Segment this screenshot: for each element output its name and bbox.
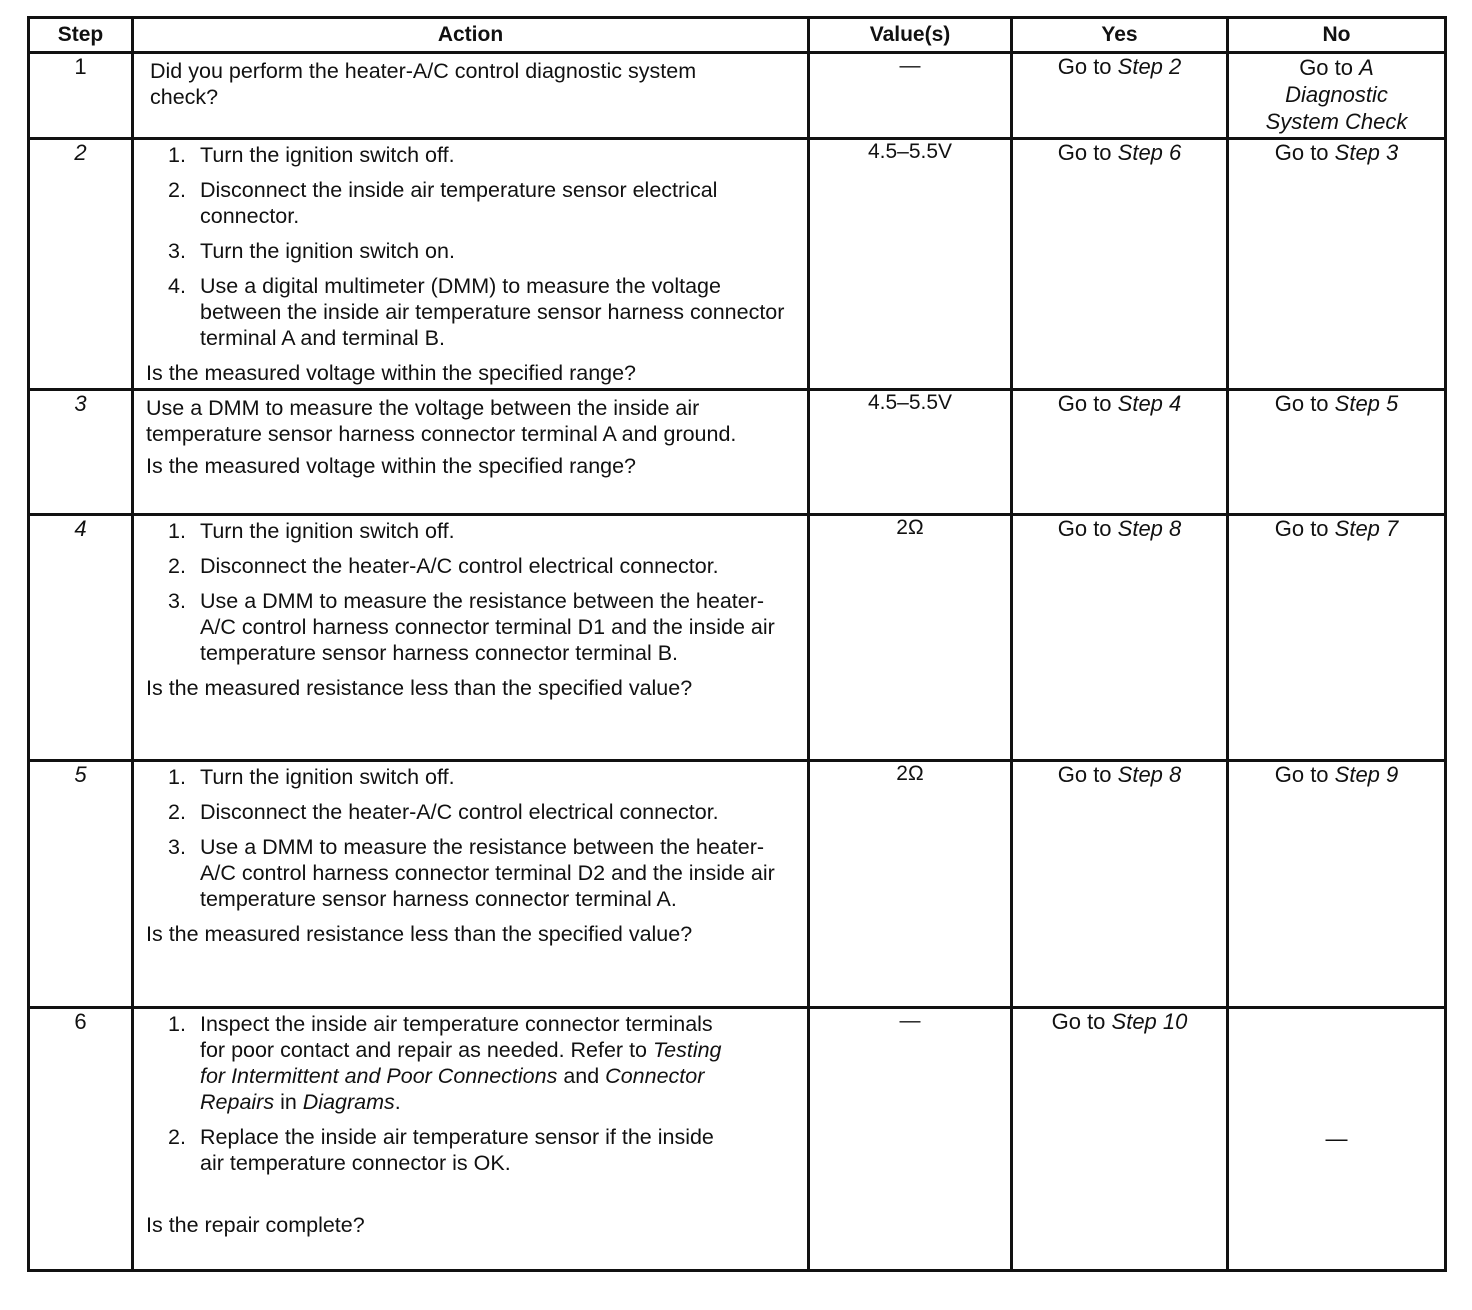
action-question: Is the repair complete? xyxy=(146,1213,365,1237)
list-item: 3. Use a DMM to measure the resistance between the heater-A/C control harness connector terminal D2 and the inside air temperature sensor harness connector terminal A. xyxy=(168,835,775,911)
no-step-link[interactable]: Step 9 xyxy=(1334,762,1399,787)
value-cell: 2Ω xyxy=(809,515,1012,761)
action-cell xyxy=(133,139,809,390)
step-number: 1 xyxy=(29,53,133,139)
action-question: Is the measured voltage within the specified range? xyxy=(146,454,637,478)
no-cell: Go to Step 5 xyxy=(1228,390,1446,515)
list-item: 2. Replace the inside air temperature sensor if the inside air temperature connector is OK. xyxy=(168,1125,714,1175)
action-steps xyxy=(146,764,797,912)
action-cell xyxy=(133,53,809,139)
yes-step-link[interactable]: Step 2 xyxy=(1117,54,1182,79)
list-item: 1. Turn the ignition switch off. xyxy=(168,143,455,167)
no-cell: Go to Step 9 xyxy=(1228,761,1446,1008)
step-number: 2 xyxy=(29,139,133,390)
value-cell: 4.5–5.5V xyxy=(809,139,1012,390)
step-number: 4 xyxy=(29,515,133,761)
table-row xyxy=(29,515,1446,761)
no-prefix: Go to xyxy=(1299,55,1360,80)
value-cell: — xyxy=(809,53,1012,139)
action-cell xyxy=(133,390,809,515)
table-row xyxy=(29,761,1446,1008)
action-cell xyxy=(133,1008,809,1271)
header-action: Action xyxy=(133,18,809,53)
list-item: 1. Turn the ignition switch off. xyxy=(168,765,455,789)
yes-cell: Go to Step 8 xyxy=(1012,515,1228,761)
yes-step-link[interactable]: Step 4 xyxy=(1117,391,1182,416)
table-row xyxy=(29,139,1446,390)
diagnostic-page xyxy=(27,16,1444,1272)
list-item: 1. Turn the ignition switch off. xyxy=(168,519,455,543)
yes-cell: Go to Step 4 xyxy=(1012,390,1228,515)
no-cell: — xyxy=(1228,1008,1446,1271)
list-item: 2. Disconnect the inside air temperature sensor electrical connector. xyxy=(168,178,718,228)
yes-step-link[interactable]: Step 10 xyxy=(1111,1009,1188,1034)
yes-cell: Go to Step 6 xyxy=(1012,139,1228,390)
header-row xyxy=(29,18,1446,53)
action-steps xyxy=(146,142,797,351)
no-step-link[interactable]: Step 5 xyxy=(1334,391,1399,416)
list-item: 4. Use a digital multimeter (DMM) to measure the voltage between the inside air temperature sensor harness connector terminal A and terminal B. xyxy=(168,274,785,350)
yes-step-link[interactable]: Step 8 xyxy=(1117,516,1182,541)
action-steps xyxy=(146,1011,797,1176)
yes-cell: Go to Step 8 xyxy=(1012,761,1228,1008)
diagnostic-table xyxy=(27,16,1447,1272)
no-cell: Go to Step 3 xyxy=(1228,139,1446,390)
list-item: 2. Disconnect the heater-A/C control electrical connector. xyxy=(168,800,719,824)
yes-step-link[interactable]: Step 8 xyxy=(1117,762,1182,787)
header-yes: Yes xyxy=(1012,18,1228,53)
step-number: 3 xyxy=(29,390,133,515)
list-item: 2. Disconnect the heater-A/C control electrical connector. xyxy=(168,554,719,578)
table-row xyxy=(29,1008,1446,1271)
reference-link[interactable]: Testing for Intermittent and Poor Connections xyxy=(200,1038,722,1088)
table-row xyxy=(29,53,1446,139)
action-question: Is the measured voltage within the specified range? xyxy=(146,361,637,385)
reference-link[interactable]: Diagrams xyxy=(302,1090,395,1114)
step-number: 5 xyxy=(29,761,133,1008)
value-cell: — xyxy=(809,1008,1012,1271)
list-item: 1. Inspect the inside air temperature connector terminals for poor contact and repair as needed. Refer to Testing for Intermittent and Poor Connections and Connector Repairs in Diagrams. xyxy=(168,1012,722,1114)
no-step-link[interactable]: Step 7 xyxy=(1334,516,1399,541)
header-no: No xyxy=(1228,18,1446,53)
header-value: Value(s) xyxy=(809,18,1012,53)
yes-prefix: Go to xyxy=(1057,54,1118,79)
value-cell: 2Ω xyxy=(809,761,1012,1008)
list-item: 3. Turn the ignition switch on. xyxy=(168,239,455,263)
yes-step-link[interactable]: Step 6 xyxy=(1117,140,1182,165)
no-cell: Go to Step 7 xyxy=(1228,515,1446,761)
action-text: Use a DMM to measure the voltage between the inside air temperature sensor harness connector terminal A and ground. xyxy=(146,396,737,446)
action-cell xyxy=(133,515,809,761)
yes-cell xyxy=(1012,53,1228,139)
value-cell: 4.5–5.5V xyxy=(809,390,1012,515)
reference-link[interactable]: Connector Repairs xyxy=(200,1064,705,1114)
table-row xyxy=(29,390,1446,515)
action-text: Did you perform the heater-A/C control diagnostic system check? xyxy=(150,59,697,109)
step-number: 6 xyxy=(29,1008,133,1271)
no-cell xyxy=(1228,53,1446,139)
no-step-link[interactable]: Step 3 xyxy=(1334,140,1399,165)
action-question: Is the measured resistance less than the specified value? xyxy=(146,676,693,700)
no-step-link[interactable]: A Diagnostic System Check xyxy=(1265,55,1408,134)
action-steps xyxy=(146,518,797,666)
action-question: Is the measured resistance less than the specified value? xyxy=(146,922,693,946)
yes-cell: Go to Step 10 xyxy=(1012,1008,1228,1271)
header-step: Step xyxy=(29,18,133,53)
action-cell xyxy=(133,761,809,1008)
list-item: 3. Use a DMM to measure the resistance between the heater-A/C control harness connector terminal D1 and the inside air temperature sensor harness connector terminal B. xyxy=(168,589,775,665)
